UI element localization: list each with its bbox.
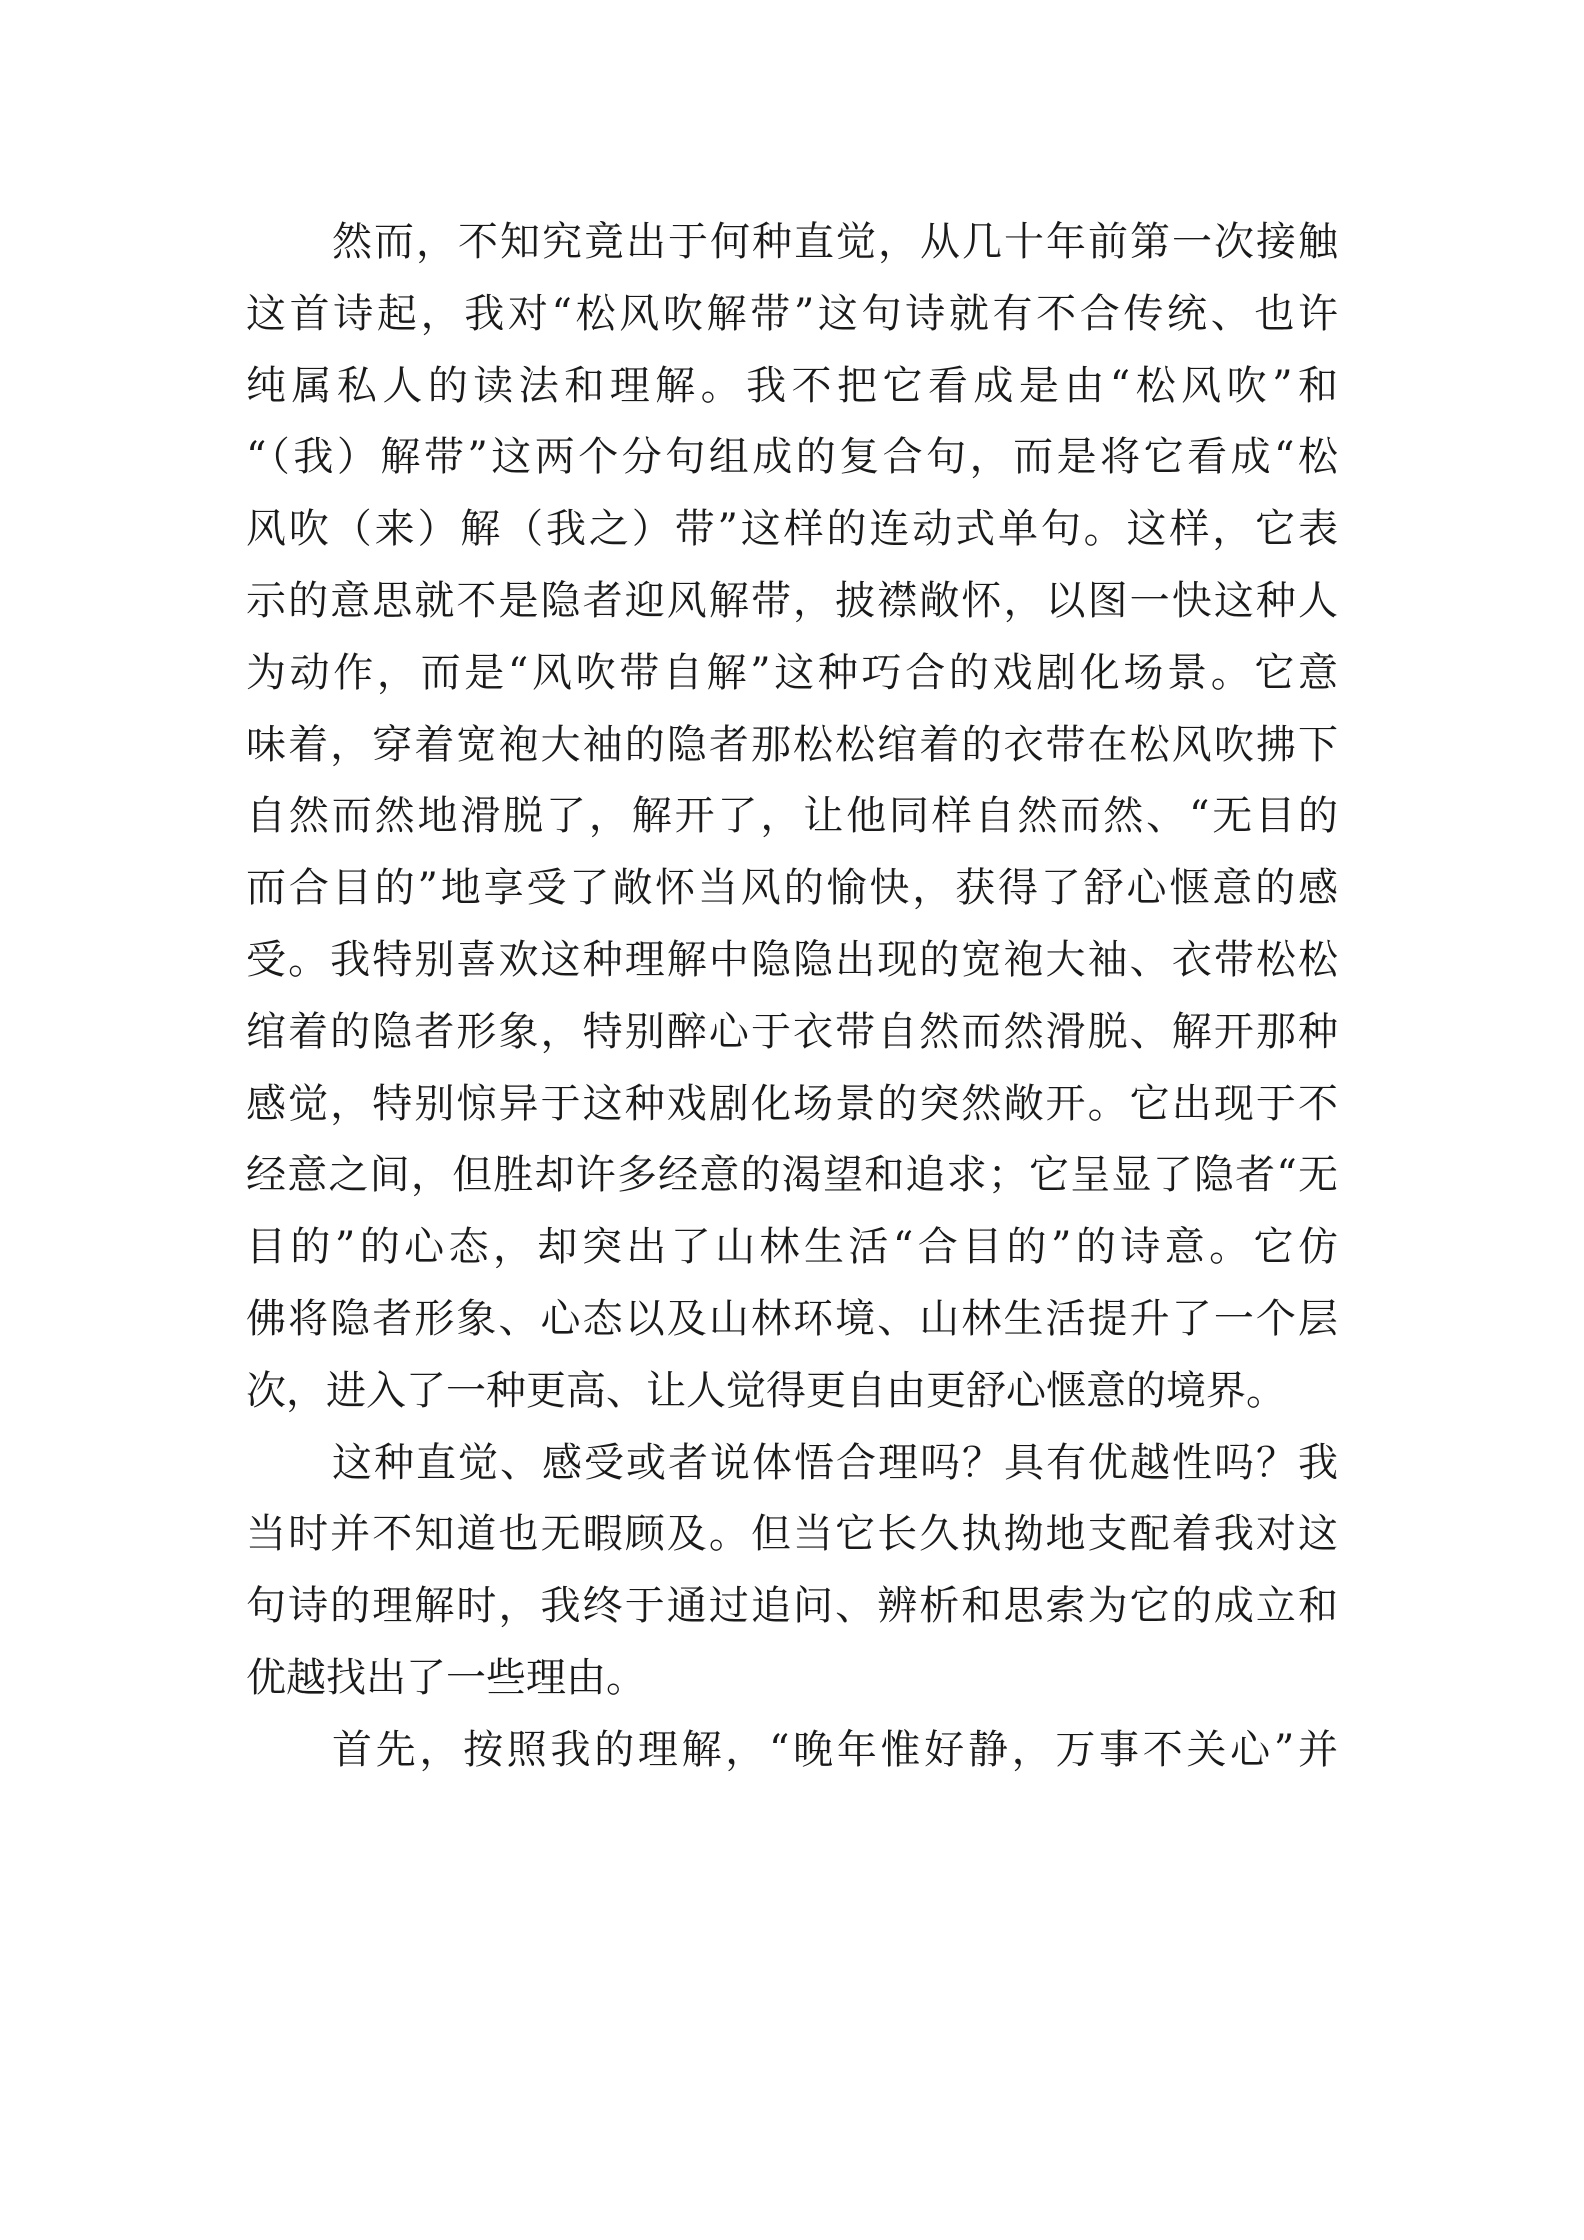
paragraph-2-line-1: 这种直觉、感受或者说体悟合理吗？具有优越性吗？我 [332,1439,1338,1486]
paragraph-1-line-11: 受。我特别喜欢这种理解中隐隐出现的宽袍大袖、衣带松松 [246,936,1338,983]
paragraph-1-line-1: 然而，不知究竟出于何种直觉，从几十年前第一次接触 [332,219,1338,265]
paragraph-1-line-8: 味着，穿着宽袍大袖的隐者那松松绾着的衣带在松风吹拂下 [246,721,1338,768]
paragraph-1-line-17: 次，进入了一种更高、让人觉得更自由更舒心惬意的境界。 [246,1367,1286,1414]
paragraph-1-line-12: 绾着的隐者形象，特别醉心于衣带自然而然滑脱、解开那种 [246,1008,1338,1055]
paragraph-1-line-7: 为动作，而是“风吹带自解”这种巧合的戏剧化场景。它意 [246,649,1338,696]
paragraph-1-line-9: 自然而然地滑脱了，解开了，让他同样自然而然、“无目的 [246,793,1338,840]
paragraph-2-line-4: 优越找出了一些理由。 [246,1654,646,1701]
paragraph-1-line-15: 目的”的心态，却突出了山林生活“合目的”的诗意。它仿 [246,1224,1338,1271]
paragraph-1-line-4: “（我）解带”这两个分句组成的复合句，而是将它看成“松 [246,434,1338,481]
paragraph-2-line-2: 当时并不知道也无暇顾及。但当它长久执拗地支配着我对这 [246,1511,1338,1558]
paragraph-1-line-6: 示的意思就不是隐者迎风解带，披襟敞怀，以图一快这种人 [246,577,1338,624]
paragraph-3-line-1: 首先，按照我的理解，“晚年惟好静，万事不关心”并 [332,1726,1338,1773]
paragraph-1-line-16: 佛将隐者形象、心态以及山林环境、山林生活提升了一个层 [246,1295,1338,1342]
paragraph-1-line-3: 纯属私人的读法和理解。我不把它看成是由“松风吹”和 [246,362,1338,409]
paragraph-1-line-14: 经意之间，但胜却许多经意的渴望和追求；它呈显了隐者“无 [246,1152,1338,1199]
paragraph-1-line-13: 感觉，特别惊异于这种戏剧化场景的突然敞开。它出现于不 [246,1080,1338,1127]
paragraph-1-line-10: 而合目的”地享受了敞怀当风的愉快，获得了舒心惬意的感 [246,865,1338,912]
body-text [246,207,1346,1787]
paragraph-1-line-2: 这首诗起，我对“松风吹解带”这句诗就有不合传统、也许 [246,290,1338,337]
paragraph-2-line-3: 句诗的理解时，我终于通过追问、辨析和思索为它的成立和 [246,1583,1338,1630]
paragraph-1-line-5: 风吹（来）解（我之）带”这样的连动式单句。这样，它表 [246,506,1338,553]
